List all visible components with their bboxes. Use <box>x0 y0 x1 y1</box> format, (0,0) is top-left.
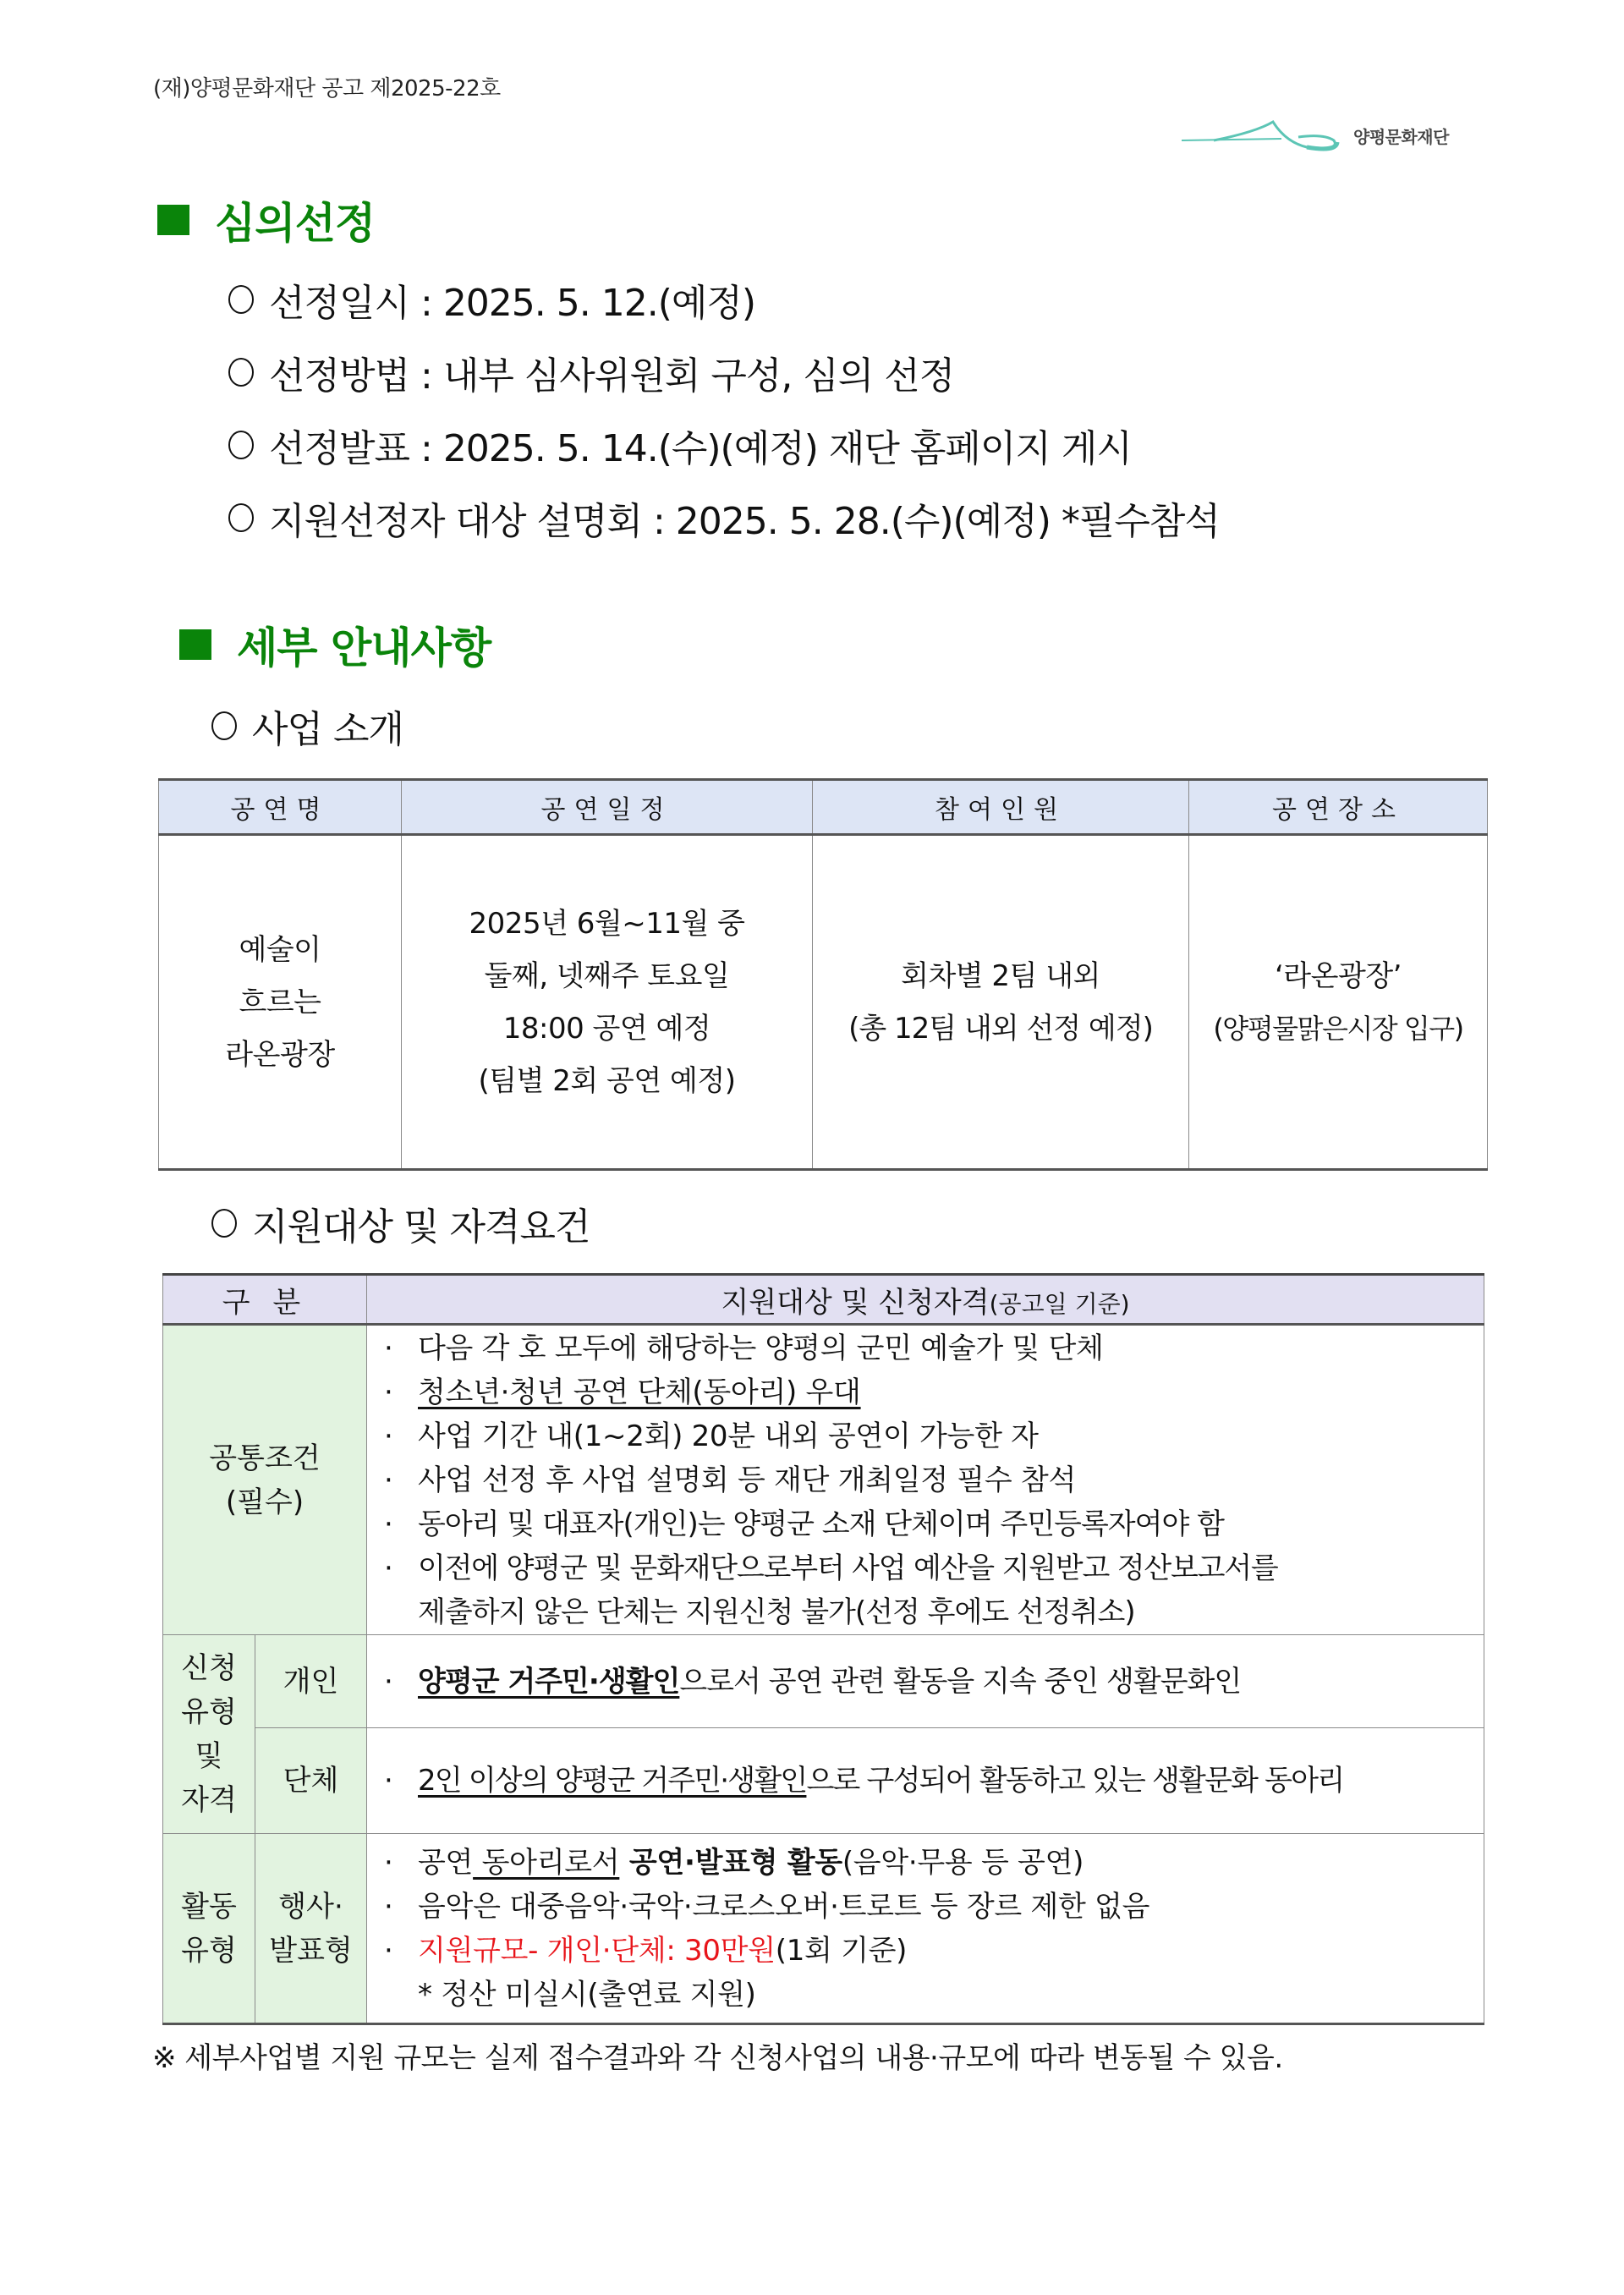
list-item-text <box>418 1759 1343 1803</box>
rest-text: 으로 구성되어 활동하고 있는 생활문화 동아리 <box>806 1764 1344 1798</box>
list-item-text <box>418 1841 1084 1885</box>
label-line: 유형 <box>181 1933 237 1968</box>
list-item-text: 사업 기간 내(1~2회) 20분 내외 공연이 가능한 자 <box>418 1419 1039 1453</box>
section-title-text: 심의선정 <box>215 199 376 248</box>
cell-participants <box>813 835 1189 1170</box>
list-item: · 2인 이상의 양평군 거주민·생활인으로 구성되어 활동하고 있는 생활문화 동아리 <box>384 1759 1475 1803</box>
list-item: · 지원규모- 개인·단체: 30만원(1회 기준) <box>384 1929 1475 1973</box>
label-event-presentation <box>255 1834 367 2024</box>
list-item-text: 이전에 양평군 및 문화재단으로부터 사업 예산을 지원받고 정산보고서를 <box>418 1551 1278 1585</box>
circle-bullet-icon <box>228 431 254 459</box>
cell-line: 회차별 2팀 내외 <box>901 958 1100 993</box>
section-title-review <box>157 189 375 250</box>
label-line: 유형 <box>181 1695 237 1729</box>
header-performance-schedule: 공연일정 <box>402 780 813 835</box>
list-item-text: 음악은 대중음악·국악·크로스오버·트로트 등 장르 제한 없음 <box>418 1889 1150 1924</box>
individual-eligibility <box>367 1635 1484 1728</box>
review-item-method <box>228 345 954 399</box>
header-category: 구 분 <box>163 1275 367 1325</box>
table-row <box>159 835 1488 1170</box>
label-apply-type <box>163 1635 255 1834</box>
logo-text: 양평문화재단 <box>1353 127 1449 147</box>
list-item-text: 제출하지 않은 단체는 지원신청 불가(선정 후에도 선정취소) <box>418 1595 1135 1629</box>
label-line: 활동 <box>181 1889 237 1924</box>
cell-schedule <box>402 835 813 1170</box>
cell-line: 예술이 <box>239 932 321 967</box>
emphasis-text: 양평군 거주민·생활인 <box>418 1664 680 1699</box>
group-eligibility <box>367 1728 1484 1834</box>
table-row-activity <box>163 1834 1484 2024</box>
text-part: (1회 기준) <box>775 1933 908 1968</box>
item-text: 지원선정자 대상 설명회 : 2025. 5. 28.(수)(예정) *필수참석 <box>269 500 1220 543</box>
header-participants: 참여인원 <box>813 780 1189 835</box>
subheading-text: 사업 소개 <box>252 708 404 751</box>
cell-venue <box>1189 835 1488 1170</box>
label-group: 단체 <box>255 1728 367 1834</box>
header-content-text: 지원대상 및 신청자격 <box>721 1285 990 1320</box>
support-amount-text: 지원규모- 개인·단체: 30만원 <box>418 1933 776 1968</box>
list-item: · 이전에 양평군 및 문화재단으로부터 사업 예산을 지원받고 정산보고서를 <box>384 1546 1475 1590</box>
emphasis-text: 2인 이상의 양평군 거주민·생활인 <box>418 1764 807 1798</box>
table-row-group <box>163 1728 1484 1834</box>
section-title-text: 세부 안내사항 <box>237 623 491 673</box>
text-part: 공연 <box>418 1845 474 1880</box>
item-text: 선정방법 : 내부 심사위원회 구성, 심의 선정 <box>269 354 955 398</box>
eligibility-table <box>162 1273 1484 2025</box>
table-header-row <box>163 1275 1484 1325</box>
review-item-briefing <box>228 491 1220 545</box>
label-line: 및 <box>195 1739 223 1773</box>
text-part: (음악·무용 등 공연) <box>842 1845 1084 1880</box>
cell-line: 둘째, 넷째주 토요일 <box>484 958 730 993</box>
table-row-common <box>163 1325 1484 1635</box>
foundation-logo <box>1180 117 1484 154</box>
cell-line: 라온광장 <box>225 1037 335 1072</box>
circle-bullet-icon <box>228 358 254 387</box>
label-line: (필수) <box>225 1485 304 1519</box>
subheading-text: 지원대상 및 자격요건 <box>252 1205 590 1249</box>
list-item: · 음악은 대중음악·국악·크로스오버·트로트 등 장르 제한 없음 <box>384 1885 1475 1929</box>
list-item: · 공연 동아리로서 공연·발표형 활동(음악·무용 등 공연) <box>384 1841 1475 1885</box>
list-item-text: * 정산 미실시(출연료 지원) <box>418 1977 756 2012</box>
label-individual: 개인 <box>255 1635 367 1728</box>
cell-line: ‘라온광장’ <box>1275 958 1402 993</box>
item-text: 선정발표 : 2025. 5. 14.(수)(예정) 재단 홈페이지 게시 <box>269 427 1132 470</box>
label-common-conditions <box>163 1325 367 1635</box>
table-row-individual <box>163 1635 1484 1728</box>
cell-line: 흐르는 <box>239 985 321 1019</box>
list-item-text <box>418 1660 1241 1704</box>
cell-line: 2025년 6월~11월 중 <box>469 906 745 941</box>
header-venue: 공연장소 <box>1189 780 1488 835</box>
text-part: 동아리로서 <box>473 1845 620 1880</box>
text-part: 공연·발표형 활동 <box>619 1845 842 1880</box>
list-item-text: 다음 각 호 모두에 해당하는 양평의 군민 예술가 및 단체 <box>418 1331 1104 1365</box>
cell-performance-name <box>159 835 402 1170</box>
label-line: 발표형 <box>269 1933 353 1968</box>
footnote: ※ 세부사업별 지원 규모는 실제 접수결과와 각 신청사업의 내용·규모에 따라 변동될 수 있음. <box>152 2041 1283 2075</box>
label-line: 자격 <box>181 1783 237 1817</box>
mountain-wave-logo-icon <box>1180 117 1349 154</box>
list-item: · 사업 기간 내(1~2회) 20분 내외 공연이 가능한 자 <box>384 1414 1475 1458</box>
performance-info-table <box>158 778 1488 1171</box>
cell-line: (팀별 2회 공연 예정) <box>478 1063 736 1098</box>
header-content <box>367 1275 1484 1325</box>
header-content-note: (공고일 기준) <box>989 1289 1130 1318</box>
subheading-eligibility <box>211 1196 590 1250</box>
list-item-text: 사업 선정 후 사업 설명회 등 재단 개최일정 필수 참석 <box>418 1463 1076 1497</box>
list-item: · 다음 각 호 모두에 해당하는 양평의 군민 예술가 및 단체 <box>384 1326 1475 1370</box>
item-text: 선정일시 : 2025. 5. 12.(예정) <box>269 282 756 325</box>
circle-bullet-icon <box>211 711 237 740</box>
section-title-details <box>179 614 491 675</box>
label-activity-type <box>163 1834 255 2024</box>
cell-line: 18:00 공연 예정 <box>502 1011 711 1046</box>
list-item-text: 동아리 및 대표자(개인)는 양평군 소재 단체이며 주민등록자여야 함 <box>418 1507 1224 1541</box>
table-header-row <box>159 780 1488 835</box>
cell-line: (총 12팀 내외 선정 예정) <box>848 1011 1153 1046</box>
label-line: 행사· <box>278 1889 343 1924</box>
review-item-announcement <box>228 418 1132 472</box>
label-line: 신청 <box>181 1651 237 1685</box>
circle-bullet-icon <box>228 503 254 532</box>
list-item <box>384 1590 1475 1634</box>
circle-bullet-icon <box>211 1209 237 1238</box>
document-number: (재)양평문화재단 공고 제2025-22호 <box>153 76 501 102</box>
common-conditions-list <box>367 1325 1484 1635</box>
header-performance-name: 공연명 <box>159 780 402 835</box>
list-item: · 동아리 및 대표자(개인)는 양평군 소재 단체이며 주민등록자여야 함 <box>384 1502 1475 1546</box>
subheading-business-intro <box>211 699 403 753</box>
list-item <box>384 1973 1475 2017</box>
activity-details <box>367 1834 1484 2024</box>
list-item-text <box>418 1929 907 1973</box>
review-item-date <box>228 272 755 327</box>
list-item: · 사업 선정 후 사업 설명회 등 재단 개최일정 필수 참석 <box>384 1458 1475 1502</box>
rest-text: 으로서 공연 관련 활동을 지속 중인 생활문화인 <box>679 1664 1242 1699</box>
circle-bullet-icon <box>228 285 254 314</box>
list-item-text: 청소년·청년 공연 단체(동아리) 우대 <box>418 1375 861 1409</box>
square-bullet-icon <box>157 205 189 235</box>
label-line: 공통조건 <box>209 1441 321 1475</box>
square-bullet-icon <box>179 629 211 660</box>
list-item: · 양평군 거주민·생활인으로서 공연 관련 활동을 지속 중인 생활문화인 <box>384 1660 1475 1704</box>
cell-line: (양평물맑은시장 입구) <box>1213 1012 1463 1045</box>
list-item: · 청소년·청년 공연 단체(동아리) 우대 <box>384 1370 1475 1414</box>
